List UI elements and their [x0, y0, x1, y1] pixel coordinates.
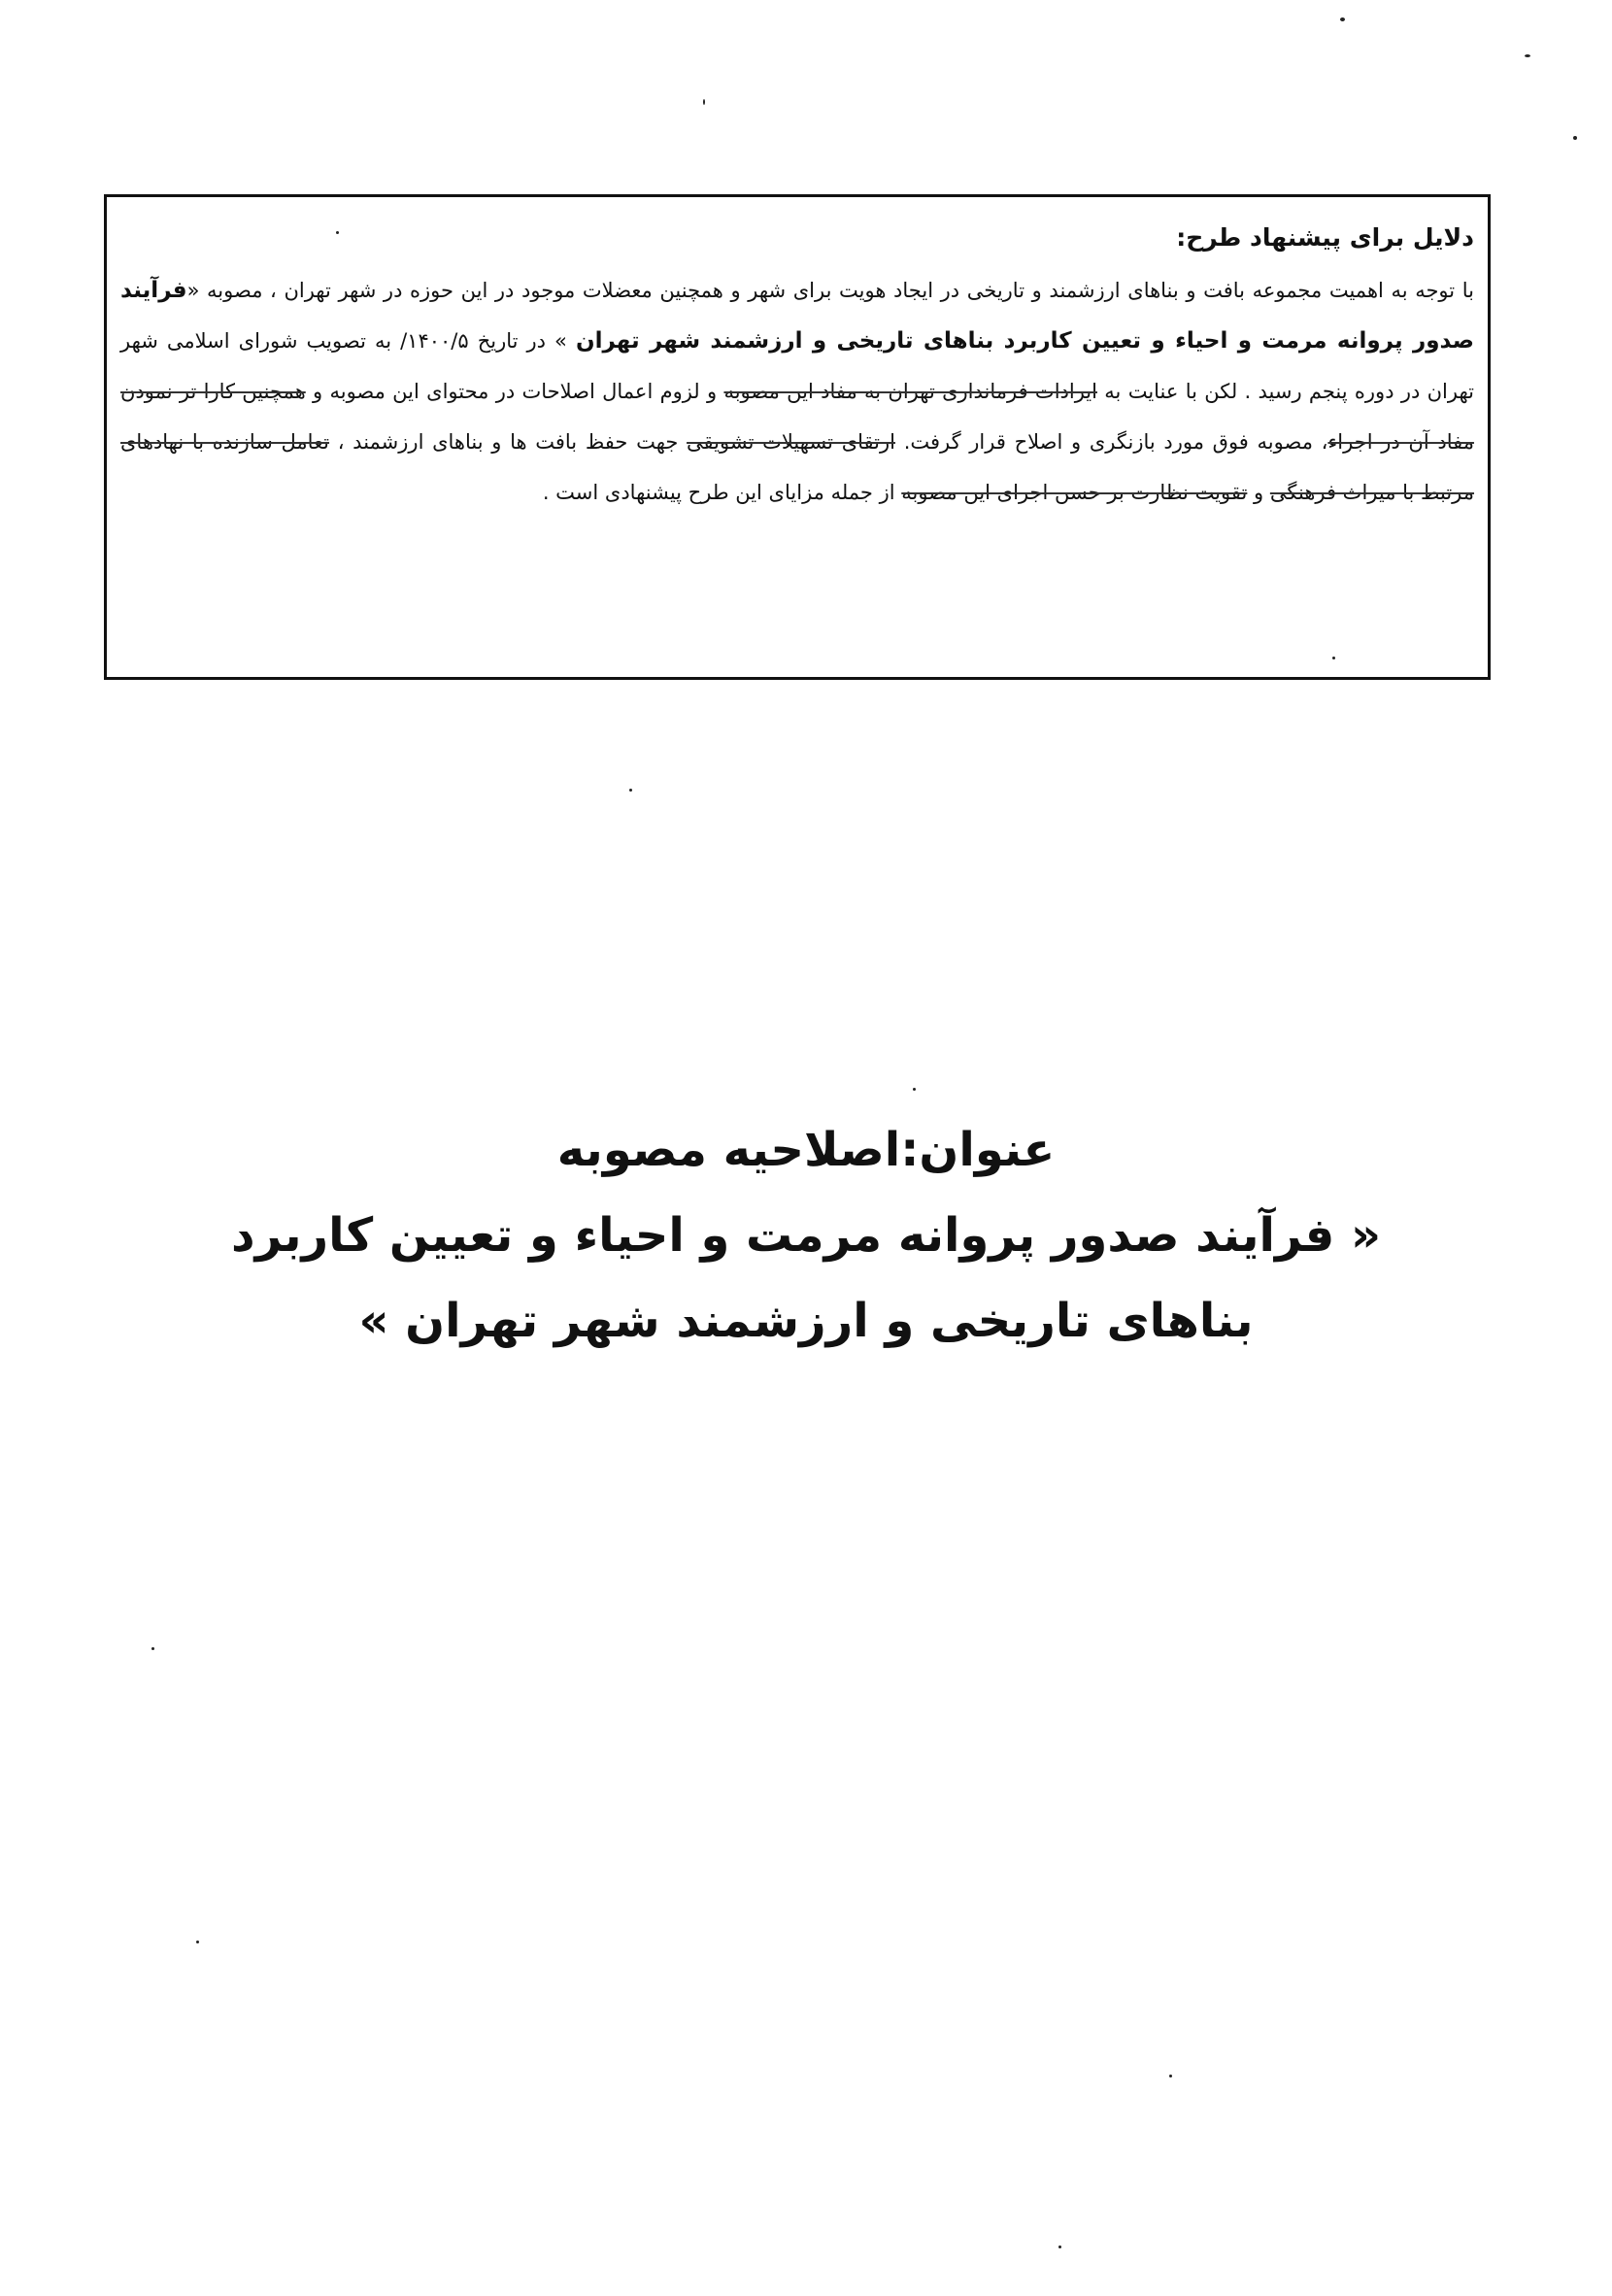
- paragraph-segment: از جمله مزایای این طرح پیشنهادی است .: [542, 481, 902, 504]
- scan-speck: [1169, 2075, 1172, 2077]
- scan-speck: [629, 789, 632, 792]
- scan-speck: [1340, 17, 1345, 21]
- scan-speck: [913, 1088, 916, 1091]
- paragraph-bold-phrase: فرآیند صدور پروانه مرمت و احیاء و تعیین کاربرد بناهای تاریخی و ارزشمند شهر تهران: [120, 278, 1474, 354]
- paragraph-segment: و: [1247, 481, 1270, 504]
- reasons-heading: دلایل برای پیشنهاد طرح:: [1176, 223, 1474, 252]
- scan-speck: [703, 99, 705, 105]
- scan-speck: [151, 1647, 154, 1650]
- scan-speck: [1573, 136, 1577, 140]
- scan-speck: [1525, 54, 1530, 57]
- paragraph-segment: ، مصوبه فوق مورد بازنگری و اصلاح قرار گرفت.: [895, 430, 1328, 454]
- paragraph-struck-phrase: تقویت نظارت بر حسن اجرای این مصوبه: [901, 481, 1248, 504]
- scan-speck: [1332, 657, 1335, 659]
- scan-speck: [336, 231, 339, 234]
- paragraph-segment: جهت حفظ بافت ها و بناهای ارزشمند ،: [329, 430, 688, 454]
- paragraph-segment: با توجه به اهمیت مجموعه بافت و بناهای ارزشمند و تاریخی در ایجاد هویت برای شهر و همچنین معضلات موجود در این حوزه در شهر تهران ، مصوبه «: [186, 279, 1474, 302]
- title-line-2: « فرآیند صدور پروانه مرمت و احیاء و تعیین کاربرد: [231, 1208, 1381, 1263]
- title-line-1: عنوان:اصلاحیه مصوبه: [556, 1123, 1056, 1177]
- paragraph-struck-phrase: ایرادات فرمانداری تهران به مفاد این مصوبه: [723, 380, 1097, 403]
- paragraph-segment: » در تاریخ ۱۴۰۰/۵/ به تصویب شورای اسلامی شهر تهران در دوره پنجم رسید . لکن با عنایت به: [120, 329, 1474, 403]
- paragraph-segment: و لزوم اعمال اصلاحات در محتوای این مصوبه و: [305, 380, 724, 403]
- scan-speck: [196, 1941, 199, 1943]
- paragraph-struck-phrase: تعامل سازنده با نهادهای مرتبط با میراث فرهنگی: [120, 430, 1474, 504]
- reasons-paragraph: [120, 265, 1474, 518]
- paragraph-struck-phrase: ارتقای تسهیلات تشویقی: [687, 430, 895, 454]
- scan-speck: [1058, 2245, 1061, 2248]
- title-line-3: بناهای تاریخی و ارزشمند شهر تهران »: [358, 1294, 1254, 1348]
- paragraph-struck-phrase: همچنین کارا تر نمودن مفاد آن در اجراء: [120, 380, 1474, 454]
- reasons-box: [104, 194, 1491, 680]
- document-title: [194, 1107, 1418, 1364]
